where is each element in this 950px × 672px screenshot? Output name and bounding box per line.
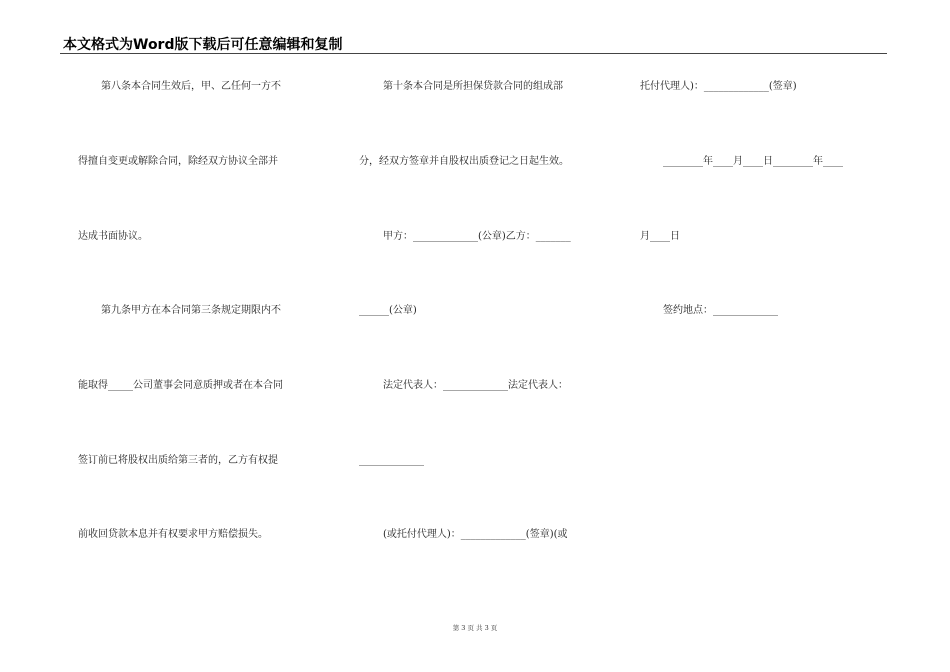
left-line-4: 第九条甲方在本合同第三条规定期限内不: [101, 305, 281, 316]
middle-line-2: 分，经双方签章并自股权出质登记之日起生效。: [359, 156, 569, 167]
middle-line-6: _____________: [359, 455, 424, 466]
left-line-5: 能取得_____公司董事会同意质押或者在本合同: [78, 380, 283, 391]
middle-line-5: 法定代表人：_____________法定代表人：: [383, 380, 568, 391]
right-line-2: ________年____月____日________年____: [663, 156, 843, 167]
middle-line-7: (或托付代理人)：_____________(签章)(或: [383, 529, 568, 540]
right-line-1: 托付代理人)：_____________(签章): [640, 81, 797, 92]
right-line-3: 月____日: [640, 231, 680, 242]
page-footer: 第 3 页 共 3 页: [452, 624, 498, 632]
header-divider: [60, 53, 887, 54]
left-line-7: 前收回贷款本息并有权要求甲方赔偿损失。: [78, 529, 268, 540]
left-line-3: 达成书面协议。: [78, 231, 148, 242]
document-header-title: 本文格式为Word版下载后可任意编辑和复制: [63, 37, 343, 53]
left-line-1: 第八条本合同生效后，甲、乙任何一方不: [101, 81, 281, 92]
left-line-2: 得擅自变更或解除合同，除经双方协议全部并: [78, 156, 278, 167]
middle-line-3: 甲方：_____________(公章)乙方：_______: [383, 231, 571, 242]
left-line-6: 签订前已将股权出质给第三者的，乙方有权提: [78, 455, 278, 466]
middle-line-1: 第十条本合同是所担保贷款合同的组成部: [383, 81, 563, 92]
right-line-4: 签约地点：_____________: [663, 305, 778, 316]
middle-line-4: ______(公章): [359, 305, 417, 316]
